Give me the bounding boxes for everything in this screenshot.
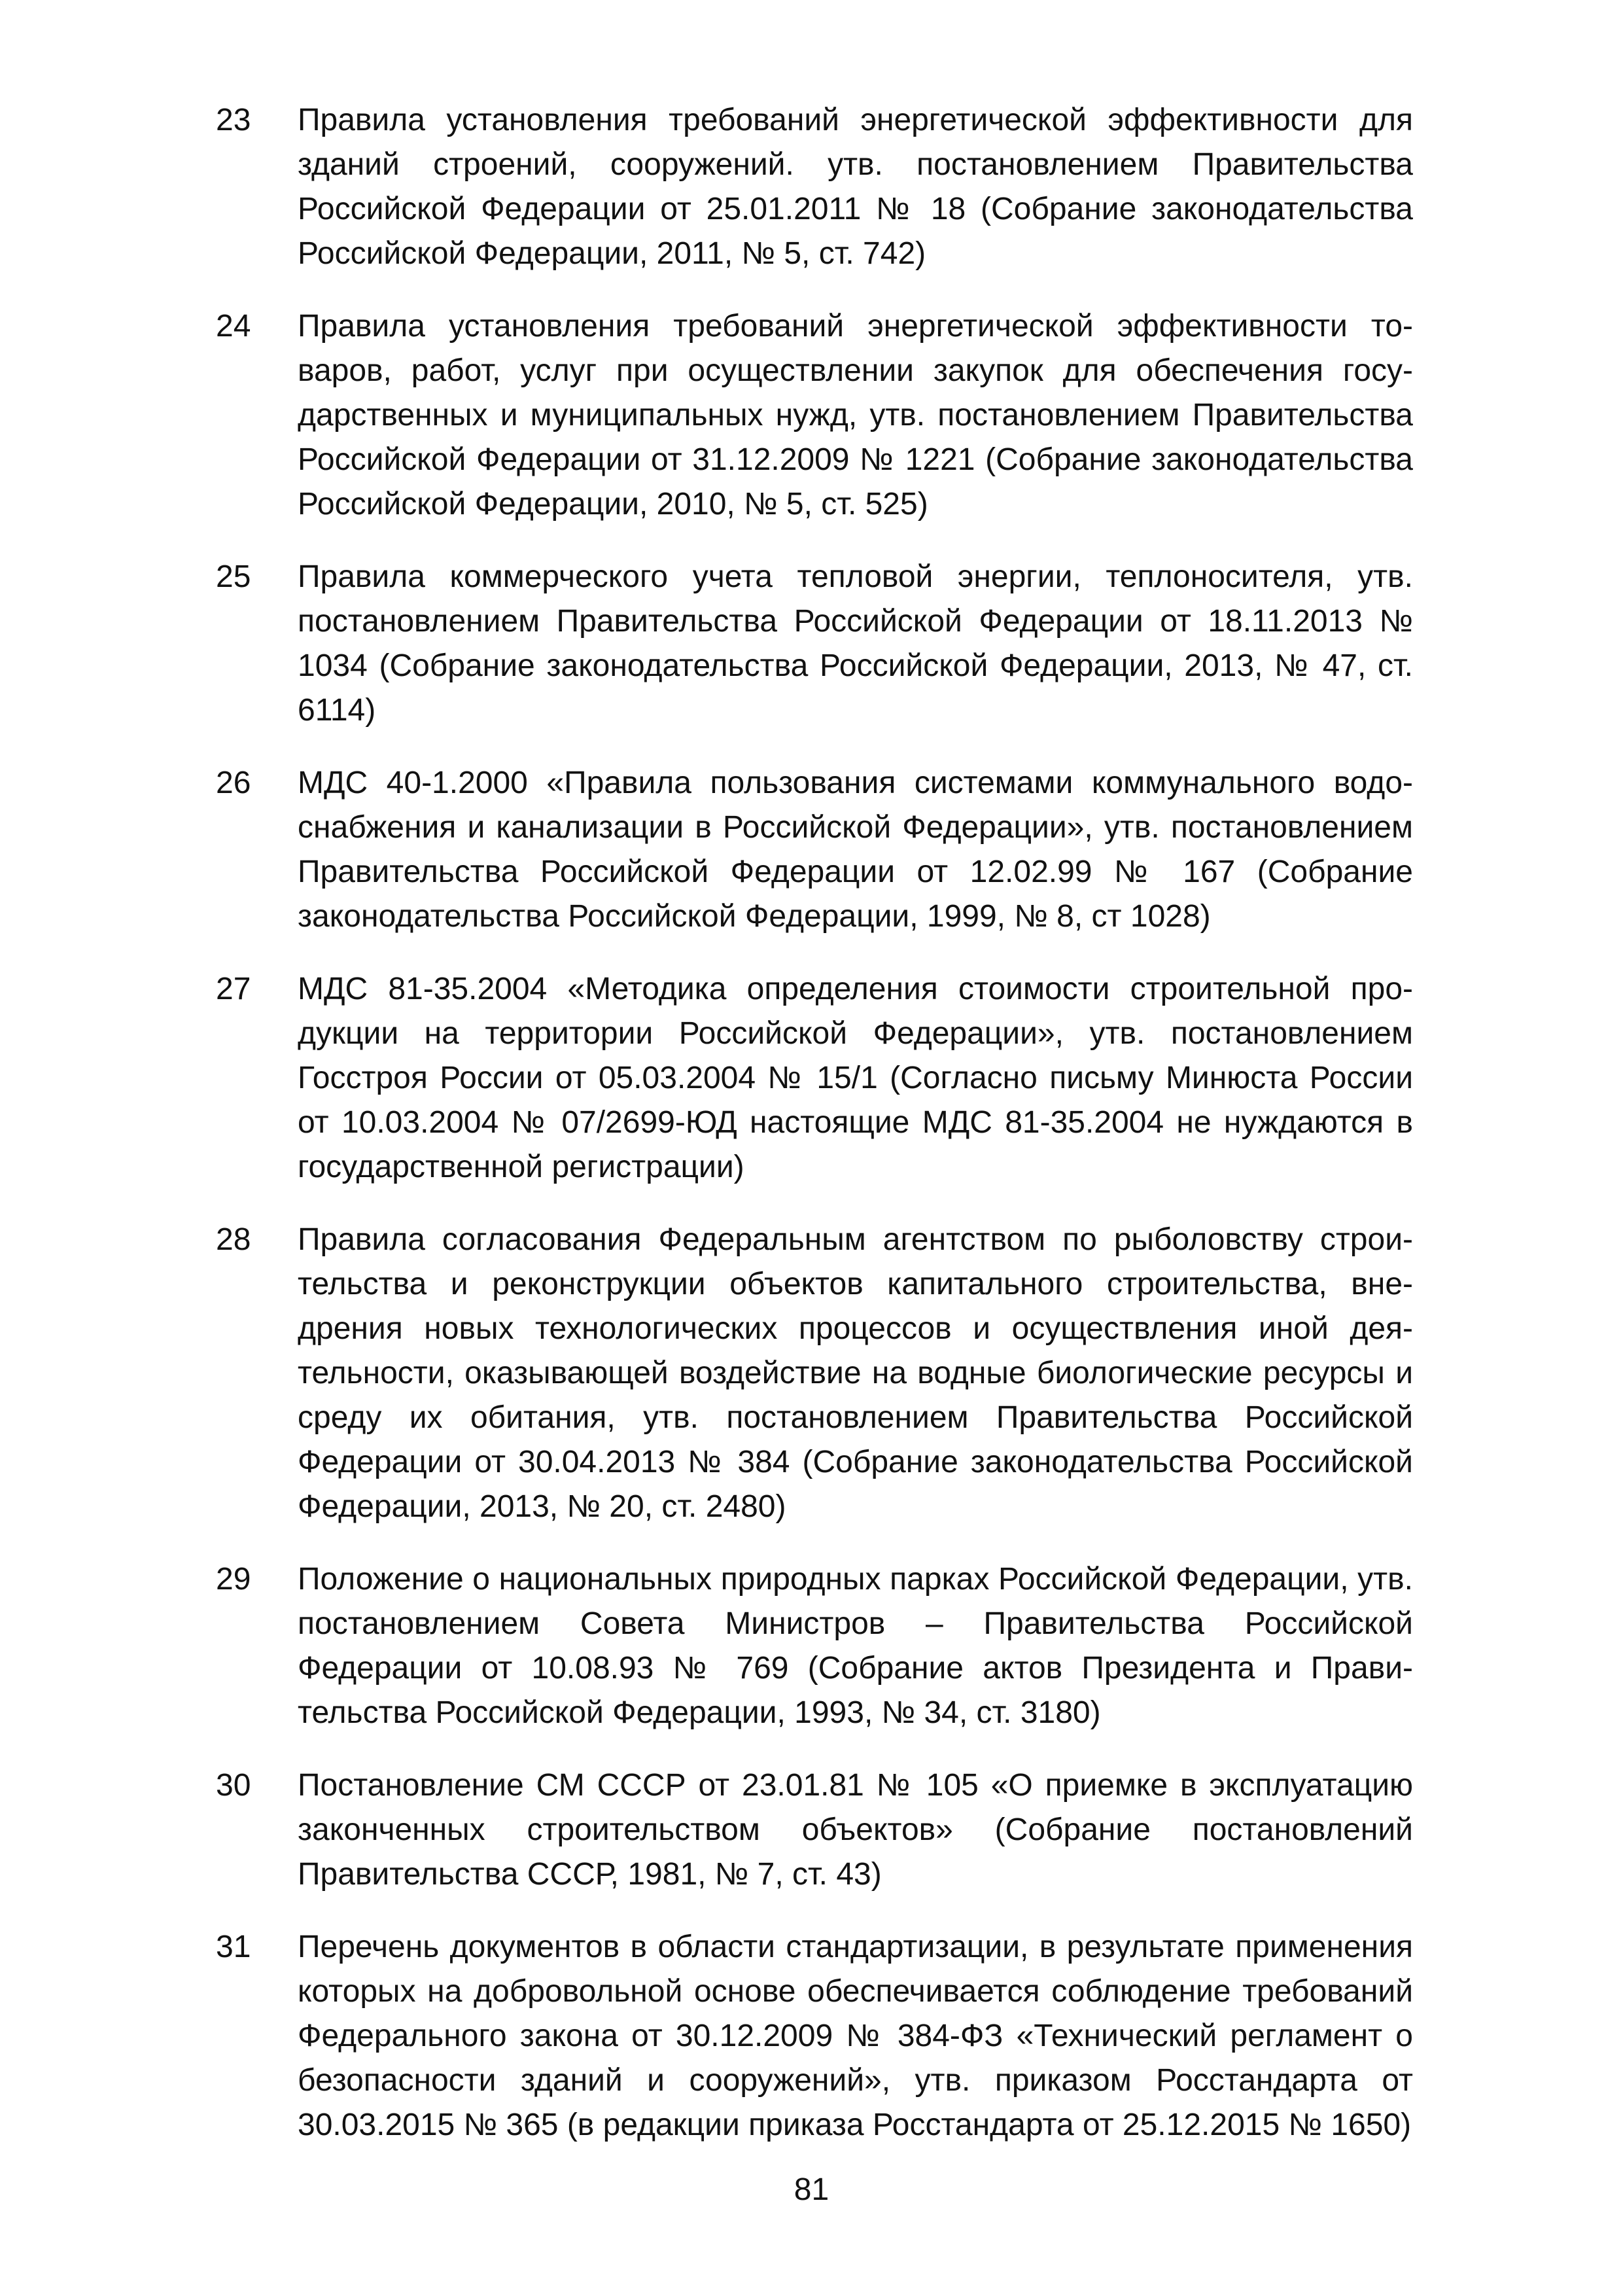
reference-text: МДС 81-35.2004 «Методика определения стоимости строительной продукции на территории Российской Федерации», утв. постановлением Госстроя России от 05.03.2004 № 15/1 (Согласно письму Минюста России от 10.03.2004 № 07/2699-ЮД настоящие МДС 81-35.2004 не нуждаются в государственной регистрации) — [298, 972, 1413, 1184]
reference-text: Постановление СМ СССР от 23.01.81 № 105 «О приемке в эксплуатацию законченных строительством объектов» (Собрание постановлений Правительства СССР, 1981, № 7, ст. 43) — [298, 1768, 1413, 1892]
reference-text: Правила установления требований энергетической эффективности товаров, работ, услуг при осуществлении закупок для обеспечения государственных и муниципальных нужд, утв. постановлением Правительства Российской Федерации от 31.12.2009 № 1221 (Собрание законодательства Российской Федерации, 2010, № 5, ст. 525) — [298, 309, 1413, 521]
reference-item — [216, 1925, 1413, 2147]
reference-number: 23 — [216, 103, 251, 137]
reference-item — [216, 304, 1413, 527]
reference-item — [216, 555, 1413, 733]
reference-list — [216, 98, 1413, 2176]
reference-item — [216, 1218, 1413, 1529]
reference-number: 24 — [216, 309, 251, 344]
reference-text: Правила согласования Федеральным агентством по рыболовству строительства и реконструкции объектов капитального строительства, внедрения новых технологических процессов и осуществления иной деятельности, оказывающей воздействие на водные биологические ресурсы и среду их обитания, утв. постановлением Правительства Российской Федерации от 30.04.2013 № 384 (Собрание законодательства Российской Федерации, 2013, № 20, ст. 2480) — [298, 1222, 1413, 1524]
reference-number: 31 — [216, 1930, 251, 1964]
reference-number: 27 — [216, 972, 251, 1006]
reference-number: 30 — [216, 1768, 251, 1803]
reference-text: Правила коммерческого учета тепловой энергии, теплоносителя, утв. постановлением Правительства Российской Федерации от 18.11.2013 № 1034 (Собрание законодательства Российской Федерации, 2013, № 47, ст. 6114) — [298, 559, 1413, 728]
reference-number: 29 — [216, 1562, 251, 1597]
reference-number: 28 — [216, 1222, 251, 1257]
reference-text: Перечень документов в области стандартизации, в результате применения которых на добровольной основе обеспечивается соблюдение требований Федерального закона от 30.12.2009 № 384-ФЗ «Технический регламент о безопасности зданий и сооружений», утв. приказом Росстандарта от 30.03.2015 № 365 (в редакции приказа Росстандарта от 25.12.2015 № 1650) — [298, 1930, 1413, 2142]
reference-text: МДС 40-1.2000 «Правила пользования системами коммунального водоснабжения и канализации в Российской Федерации», утв. постановлением Правительства Российской Федерации от 12.02.99 № 167 (Собрание законодательства Российской Федерации, 1999, № 8, ст 1028) — [298, 766, 1413, 934]
reference-item — [216, 98, 1413, 276]
reference-text: Положение о национальных природных парках Российской Федерации, утв. постановлением Совета Министров – Правительства Российской Федерации от 10.08.93 № 769 (Собрание актов Президента и Правительства Российской Федерации, 1993, № 34, ст. 3180) — [298, 1562, 1413, 1730]
reference-item — [216, 1763, 1413, 1897]
reference-number: 25 — [216, 559, 251, 594]
page-number: 81 — [794, 2172, 829, 2207]
reference-text: Правила установления требований энергетической эффективности для зданий строений, сооружений. утв. постановлением Правительства Российской Федерации от 25.01.2011 № 18 (Собрание законодательства Российской Федерации, 2011, № 5, ст. 742) — [298, 103, 1413, 271]
reference-item — [216, 1557, 1413, 1735]
reference-item — [216, 761, 1413, 939]
reference-item — [216, 967, 1413, 1190]
reference-number: 26 — [216, 766, 251, 800]
